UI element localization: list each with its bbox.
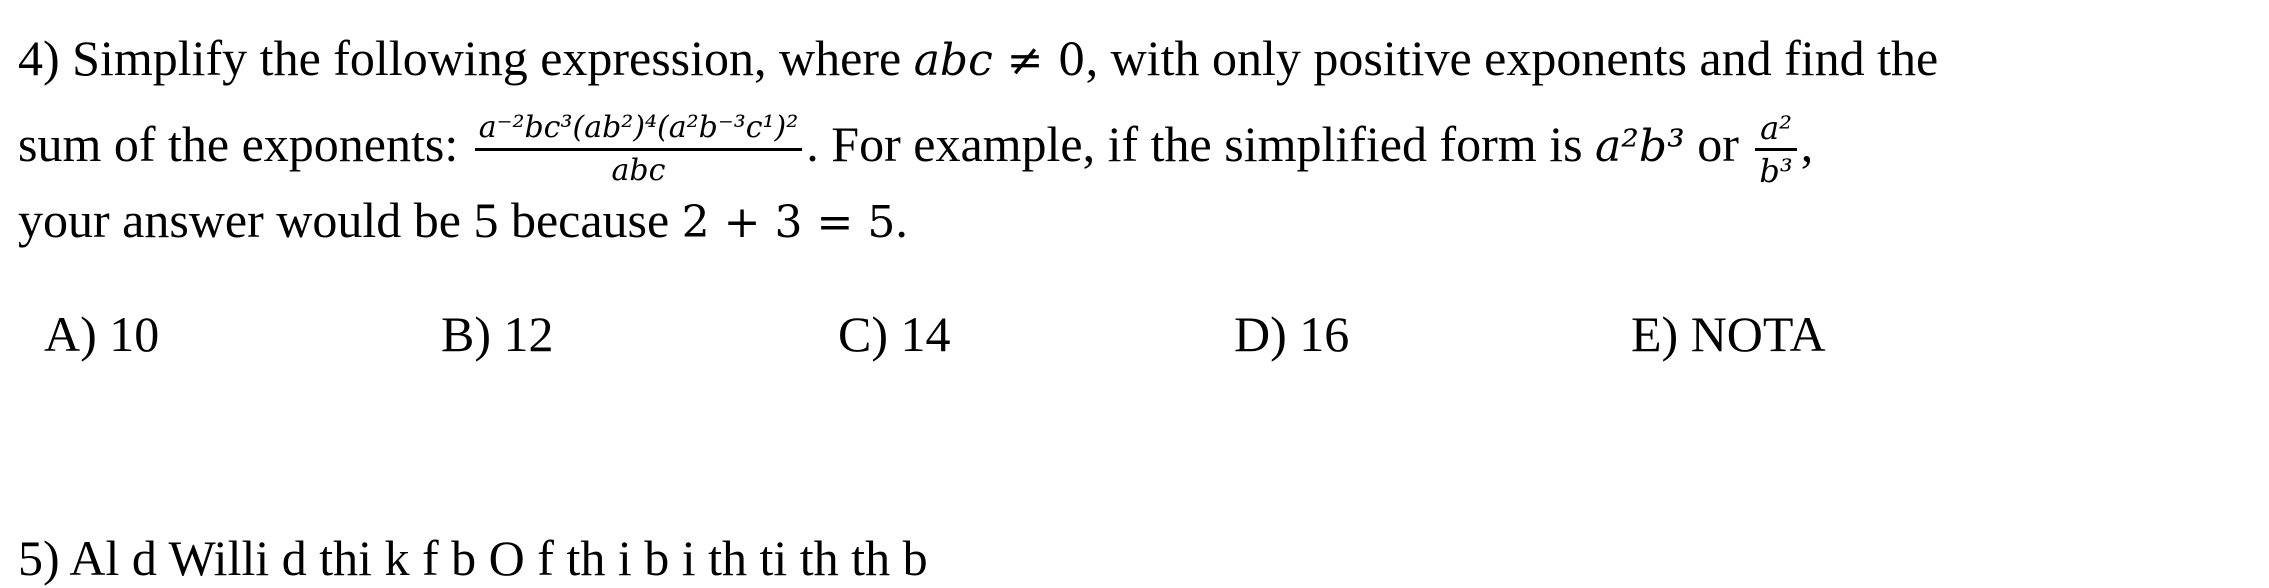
expression-fraction <box>475 108 803 191</box>
example-denominator: b³ <box>1759 152 1793 190</box>
choice-c[interactable]: C) 14 <box>838 306 951 362</box>
example-fraction <box>1755 108 1796 191</box>
question-line-1 <box>18 28 1938 91</box>
question-text: your answer would be 5 because <box>18 192 682 248</box>
punctuation: . <box>895 192 908 248</box>
example-numerator: a² <box>1755 108 1796 151</box>
question-text: . For example, if the simplified form is <box>806 115 1596 172</box>
question-text: , with only positive exponents and find the <box>1085 30 1939 86</box>
example-form: a²b³ <box>1595 120 1685 172</box>
condition-operator: ≠ 0 <box>992 35 1086 86</box>
next-question-partial: 5) Al d Willi d thi k f b O f th i b i th ti th th b <box>18 530 928 586</box>
question-line-2 <box>18 108 1813 191</box>
choice-e[interactable]: E) NOTA <box>1631 306 1826 362</box>
expression-numerator: a⁻²bc³(ab²)⁴(a²b⁻³c¹)² <box>475 108 803 151</box>
example-sum: 2 + 3 = 5 <box>681 197 896 248</box>
choice-b[interactable]: B) 12 <box>441 306 554 362</box>
question-line-3 <box>18 190 908 253</box>
question-text: sum of the exponents: <box>18 115 471 172</box>
punctuation: , <box>1800 115 1814 172</box>
or-text: or <box>1684 115 1752 172</box>
expression-denominator: abc <box>611 153 666 188</box>
choice-a[interactable]: A) 10 <box>44 306 160 362</box>
choice-d[interactable]: D) 16 <box>1234 306 1350 362</box>
condition-variable: abc <box>913 35 993 86</box>
question-text: 4) Simplify the following expression, where <box>18 30 914 86</box>
